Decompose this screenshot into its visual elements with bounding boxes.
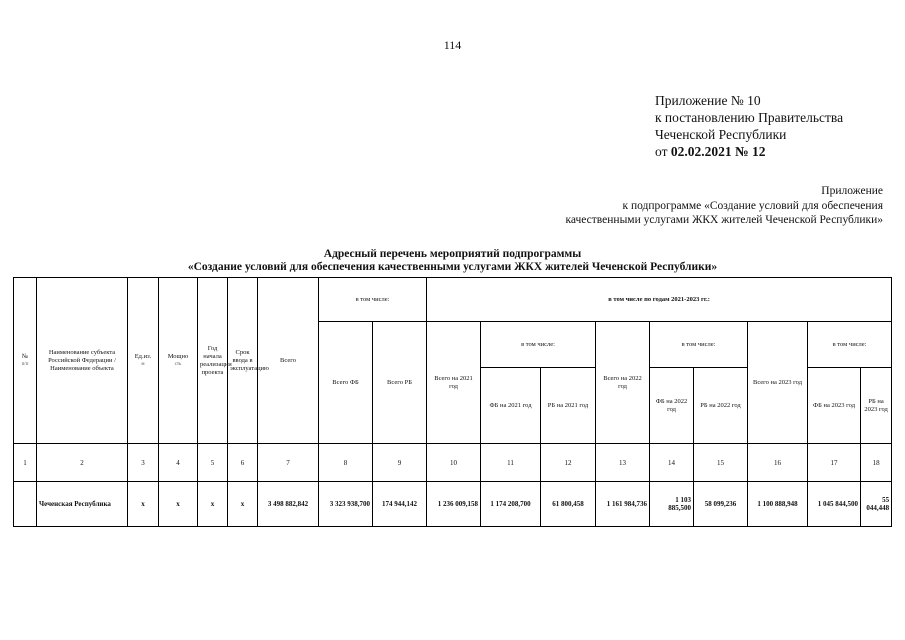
cell-fb-2021: 1 174 208,700 <box>481 482 541 527</box>
appendix-sub-block <box>565 184 883 228</box>
header-name: Наименование субъекта Российской Федерации / Наименование объекта <box>37 278 128 444</box>
column-number: 12 <box>541 444 596 482</box>
header-rb-2022: РБ на 2022 год <box>694 368 748 444</box>
cell-start-year: х <box>198 482 228 527</box>
column-number: 16 <box>748 444 808 482</box>
cell-total-2021: 1 236 009,158 <box>427 482 481 527</box>
appendix-main-no: № <box>731 144 752 159</box>
cell-total-2022: 1 161 984,736 <box>596 482 650 527</box>
appendix-main-block <box>655 92 843 160</box>
column-number: 11 <box>481 444 541 482</box>
appendix-sub-line3: качественными услугами ЖКХ жителей Чеченской Республики» <box>565 214 883 226</box>
cell-rb-2021: 61 800,458 <box>541 482 596 527</box>
header-num: № п/п <box>14 278 37 444</box>
cell-rb-2023: 55 044,448 <box>861 482 892 527</box>
cell-fb-2022: 1 103 885,500 <box>650 482 694 527</box>
cell-capacity: х <box>159 482 198 527</box>
cell-total: 3 498 882,842 <box>258 482 319 527</box>
appendix-main-date: 02.02.2021 <box>670 144 732 159</box>
document-title-line2: «Создание условий для обеспечения качественными услугами ЖКХ жителей Чеченской Республики» <box>187 261 718 273</box>
cell-total-fb: 3 323 938,700 <box>319 482 373 527</box>
column-number: 18 <box>861 444 892 482</box>
appendix-sub-line2: к подпрограмме «Создание условий для обеспечения <box>622 199 883 212</box>
column-number: 5 <box>198 444 228 482</box>
header-commission-term: Срок ввода в эксплуатацию <box>228 278 258 444</box>
cell-name: Чеченская Республика <box>37 482 128 527</box>
header-fb-2022: ФБ на 2022 год <box>650 368 694 444</box>
column-number: 6 <box>228 444 258 482</box>
column-number: 14 <box>650 444 694 482</box>
header-incl-2022: в том числе: <box>650 322 748 368</box>
header-rb-2023: РБ на 2023 год <box>861 368 892 444</box>
appendix-main-number: 12 <box>751 144 766 159</box>
appendix-main-line2: к постановлению Правительства <box>655 110 844 125</box>
cell-unit: х <box>128 482 159 527</box>
header-total-2023: Всего на 2023 год <box>748 322 808 444</box>
cell-total-2023: 1 100 888,948 <box>748 482 808 527</box>
cell-rb-2022: 58 099,236 <box>694 482 748 527</box>
document-title-line1: Адресный перечень мероприятий подпрограммы <box>323 248 582 260</box>
header-total-2022: Всего на 2022 год <box>596 322 650 444</box>
column-number: 9 <box>373 444 427 482</box>
column-number: 1 <box>14 444 37 482</box>
header-capacity: Мощно сть <box>159 278 198 444</box>
header-total-rb: Всего РБ <box>373 322 427 444</box>
appendix-main-line1: Приложение № 10 <box>655 93 761 108</box>
column-number: 10 <box>427 444 481 482</box>
appendix-main-from: от <box>655 144 671 159</box>
measures-table <box>13 277 892 527</box>
document-title <box>0 248 905 274</box>
column-number: 17 <box>808 444 861 482</box>
column-number: 15 <box>694 444 748 482</box>
cell-total-rb: 174 944,142 <box>373 482 427 527</box>
header-fb-2023: ФБ на 2023 год <box>808 368 861 444</box>
header-incl-2023: в том числе: <box>808 322 892 368</box>
column-number-row <box>14 444 892 482</box>
cell-num <box>14 482 37 527</box>
page-number: 114 <box>443 38 462 52</box>
column-number: 13 <box>596 444 650 482</box>
header-total-2021: Всего на 2021 год <box>427 322 481 444</box>
header-total: Всего <box>258 278 319 444</box>
column-number: 7 <box>258 444 319 482</box>
header-rb-2021: РБ на 2021 год <box>541 368 596 444</box>
header-unit: Ед.из. м <box>128 278 159 444</box>
header-by-years: в том числе по годам 2021-2023 гг.: <box>427 278 892 322</box>
appendix-main-line3: Чеченской Республики <box>655 127 787 142</box>
column-number: 8 <box>319 444 373 482</box>
appendix-main-line4 <box>655 143 843 160</box>
header-incl-2021: в том числе: <box>481 322 596 368</box>
table-row <box>14 482 892 527</box>
header-start-year: Год начала реализации проекта <box>198 278 228 444</box>
header-including: в том числе: <box>319 278 427 322</box>
header-fb-2021: ФБ на 2021 год <box>481 368 541 444</box>
cell-fb-2023: 1 045 844,500 <box>808 482 861 527</box>
column-number: 4 <box>159 444 198 482</box>
cell-commission-term: х <box>228 482 258 527</box>
appendix-sub-line1: Приложение <box>821 185 883 197</box>
column-number: 2 <box>37 444 128 482</box>
header-total-fb: Всего ФБ <box>319 322 373 444</box>
column-number: 3 <box>128 444 159 482</box>
